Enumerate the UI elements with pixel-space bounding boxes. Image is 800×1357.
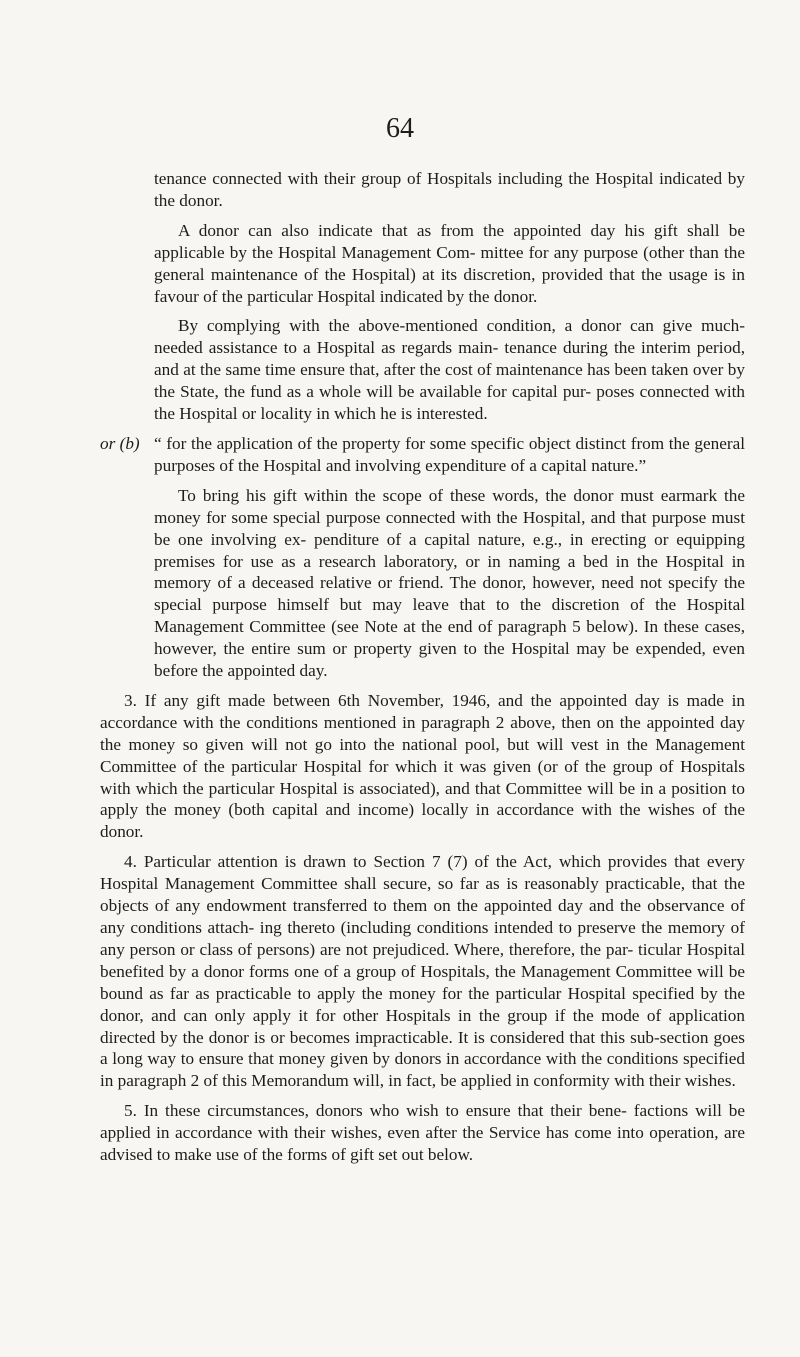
paragraph-4: 4. Particular attention is drawn to Section 7 (7) of the Act, which provides that every Hospital Management Committee shall secure, so far as is reasonably practicable, that the objects of any endowment transferred to them on the appointed day and the observance of any conditions attach- ing thereto (including conditions intended to preserve the memory of any person or class of persons) are not prejudiced. Where, therefore, the par- ticular Hospital benefited by a donor forms one of a group of Hospitals, the Management Committee will be bound as far as practicable to apply the money for the particular Hospital specified by the donor, and can only apply it for other Hospitals in the group if the mode of application directed by the donor is or becomes impracticable. It is considered that this sub-section goes a long way to ensure that money given by donors in accordance with the conditions specified in paragraph 2 of this Memorandum will, in fact, be applied in conformity with their wishes. (100, 852, 745, 1091)
page-number: 64 (386, 113, 414, 144)
item-b-paragraph (100, 433, 745, 477)
donor-indicate-paragraph: A donor can also indicate that as from the appointed day his gift shall be applicable by the Hospital Management Com- mittee for any purpose (other than the general maintenance of the Hospital) at its discretion, provided that the usage is in favour of the particular Hospital indicated by the donor. (154, 220, 745, 306)
item-b-label: (b) (119, 433, 140, 453)
item-b-text: “ for the application of the property for some specific object distinct from the general purposes of the Hospital and involving expenditure of a capital nature.” (154, 433, 745, 475)
paragraph-5: 5. In these circumstances, donors who wish to ensure that their bene- factions will be applied in accordance with their wishes, even after the Service has come into operation, are advised to make use of the forms of gift set out below. (100, 1101, 745, 1165)
complying-paragraph: By complying with the above-mentioned condition, a donor can give much-needed assistance to a Hospital as regards main- tenance during the interim period, and at the same time ensure that, after the cost of maintenance has been taken over by the State, the fund as a whole will be available for capital pur- poses connected with the Hospital or locality in which he is interested. (154, 316, 745, 424)
continuation-paragraph: tenance connected with their group of Hospitals including the Hospital indicated by the donor. (154, 169, 745, 210)
body-text (100, 168, 745, 1166)
indented-section (100, 168, 745, 682)
bring-gift-paragraph: To bring his gift within the scope of these words, the donor must earmark the money for some special purpose connected with the Hospital, and that purpose must be one involving ex- penditure of a capital nature, e.g., in erecting or equipping premises for use as a research laboratory, or in naming a bed in the Hospital in memory of a deceased relative or friend. The donor, however, need not specify the special purpose himself but may leave that to the discretion of the Hospital Management Committee (see Note at the end of paragraph 5 below). In these cases, however, the entire sum or property given to the Hospital may be expended, even before the appointed day. (154, 485, 745, 681)
item-b-or: or (100, 433, 116, 453)
item-b-marker (100, 433, 140, 455)
paragraph-3: 3. If any gift made between 6th November, 1946, and the appointed day is made in accordance with the conditions mentioned in paragraph 2 above, then on the appointed day the money so given will not go into the national pool, but will vest in the Management Committee of the particular Hospital for which it was given (or of the group of Hospitals with which the particular Hospital is associated), and that Committee will be in a position to apply the money (both capital and income) locally in accordance with the wishes of the donor. (100, 690, 745, 842)
